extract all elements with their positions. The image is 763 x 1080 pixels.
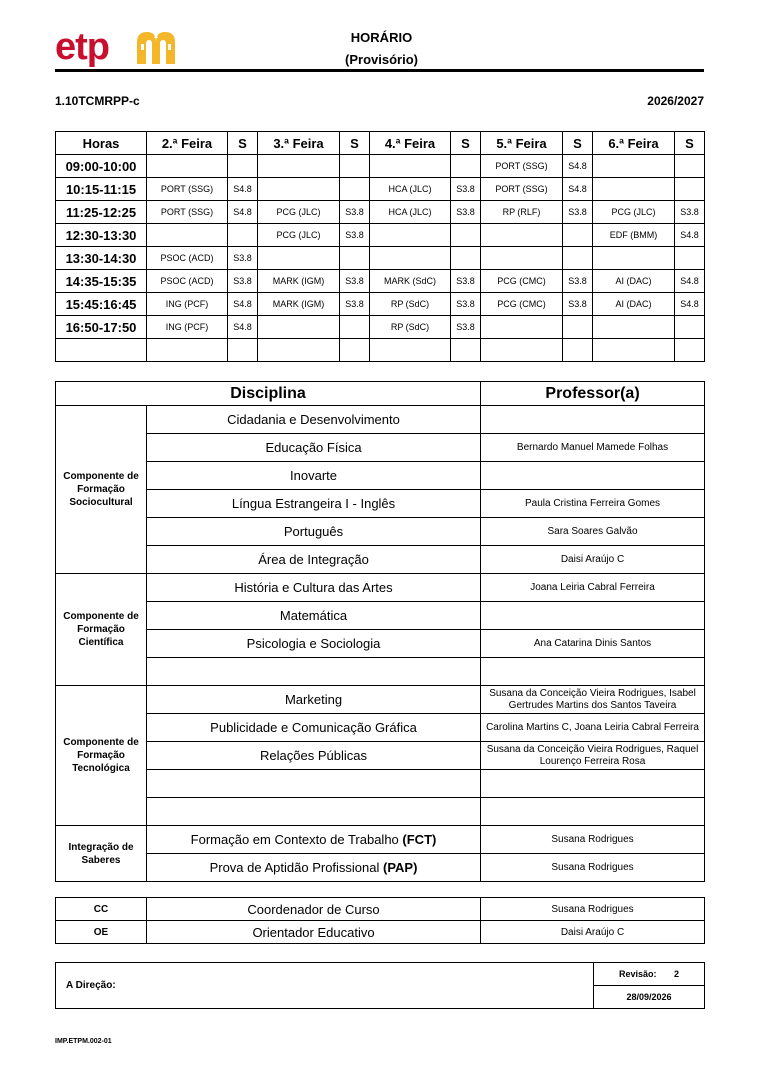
subject-cell: PCG (CMC): [481, 270, 563, 293]
room-cell: S3.8: [340, 224, 370, 247]
teacher-cell: [481, 602, 705, 630]
subject-cell: [147, 339, 228, 362]
component-group-cell: Componente de Formação Tecnológica: [56, 686, 147, 826]
schedule-table: [55, 131, 705, 362]
schedule-row: [56, 247, 705, 270]
subject-cell: ING (PCF): [147, 293, 228, 316]
subject-cell: [593, 339, 675, 362]
header-rule: [55, 69, 704, 72]
discipline-name: Cidadania e Desenvolvimento: [227, 412, 400, 427]
subject-cell: AI (DAC): [593, 293, 675, 316]
discipline-name: Matemática: [279, 608, 348, 623]
discipline-row: [56, 686, 705, 714]
teacher-cell: Susana Rodrigues: [481, 826, 705, 854]
discipline-row: [56, 546, 705, 574]
room-cell: S4.8: [563, 155, 593, 178]
room-cell: S3.8: [563, 270, 593, 293]
discipline-row: [56, 770, 705, 798]
role-abbreviation: CC: [56, 898, 147, 921]
schedule-header-cell: S: [451, 132, 481, 155]
school-year: 2026/2027: [647, 94, 704, 108]
schedule-header-cell: 4.ª Feira: [370, 132, 451, 155]
revision-label: Revisão:: [618, 969, 657, 979]
teacher-cell: Susana da Conceição Vieira Rodrigues, Raquel Lourenço Ferreira Rosa: [481, 742, 705, 770]
room-cell: S3.8: [451, 201, 481, 224]
schedule-row: [56, 293, 705, 316]
subject-cell: MARK (SdC): [370, 270, 451, 293]
subject-cell: MARK (IGM): [258, 270, 340, 293]
subject-cell: MARK (IGM): [258, 293, 340, 316]
time-slot-cell: 12:30-13:30: [56, 224, 147, 247]
form-code: IMP.ETPM.002-01: [55, 1038, 112, 1045]
schedule-header-cell: S: [340, 132, 370, 155]
discipline-column-header: Disciplina: [56, 382, 481, 406]
discipline-row: [56, 742, 705, 770]
teacher-cell: [481, 406, 705, 434]
subject-cell: [370, 224, 451, 247]
subject-cell: PCG (JLC): [258, 224, 340, 247]
subject-cell: PSOC (ACD): [147, 247, 228, 270]
teacher-cell: [481, 658, 705, 686]
room-cell: S4.8: [228, 316, 258, 339]
room-cell: S4.8: [675, 224, 705, 247]
component-group-cell: Integração de Saberes: [56, 826, 147, 882]
room-cell: [675, 247, 705, 270]
room-cell: [340, 316, 370, 339]
discipline-name-cell: [147, 630, 481, 658]
subject-cell: [593, 247, 675, 270]
room-cell: [340, 339, 370, 362]
room-cell: S3.8: [563, 201, 593, 224]
room-cell: [563, 339, 593, 362]
room-cell: [451, 155, 481, 178]
teacher-cell: Susana da Conceição Vieira Rodrigues, Isabel Gertrudes Martins dos Santos Taveira: [481, 686, 705, 714]
teacher-cell: Bernardo Manuel Mamede Folhas: [481, 434, 705, 462]
time-slot-cell: 13:30-14:30: [56, 247, 147, 270]
room-cell: [228, 224, 258, 247]
schedule-header-row: [56, 132, 705, 155]
revision-value: 2: [673, 969, 679, 979]
room-cell: [675, 178, 705, 201]
room-cell: S3.8: [340, 270, 370, 293]
time-slot-cell: 14:35-15:35: [56, 270, 147, 293]
revision-date: 28/09/2026: [594, 986, 705, 1009]
subject-cell: EDF (BMM): [593, 224, 675, 247]
discipline-name-cell: [147, 574, 481, 602]
subject-cell: PCG (CMC): [481, 293, 563, 316]
roles-table: [55, 897, 705, 944]
room-cell: [675, 316, 705, 339]
discipline-name: Educação Física: [265, 440, 362, 455]
roles-body: [56, 898, 705, 944]
discipline-name: Publicidade e Comunicação Gráfica: [210, 720, 417, 735]
subject-cell: PCG (JLC): [593, 201, 675, 224]
subject-cell: [370, 339, 451, 362]
discipline-name-cell: [147, 714, 481, 742]
subject-cell: RP (SdC): [370, 316, 451, 339]
subject-cell: [370, 155, 451, 178]
schedule-row: [56, 339, 705, 362]
subject-cell: PCG (JLC): [258, 201, 340, 224]
subject-cell: [593, 178, 675, 201]
role-row: [56, 921, 705, 944]
schedule-header-cell: S: [228, 132, 258, 155]
schedule-row: [56, 178, 705, 201]
discipline-name-cell: [147, 406, 481, 434]
room-cell: [451, 224, 481, 247]
discipline-name-cell: [147, 742, 481, 770]
discipline-row: [56, 658, 705, 686]
room-cell: [228, 155, 258, 178]
teacher-cell: Carolina Martins C, Joana Leiria Cabral Ferreira: [481, 714, 705, 742]
schedule-body: [56, 155, 705, 362]
role-row: [56, 898, 705, 921]
schedule-header-cell: 6.ª Feira: [593, 132, 675, 155]
subject-cell: PSOC (ACD): [147, 270, 228, 293]
subject-cell: ING (PCF): [147, 316, 228, 339]
schedule-header-cell: S: [563, 132, 593, 155]
discipline-row: [56, 574, 705, 602]
room-cell: S3.8: [563, 293, 593, 316]
discipline-row: [56, 518, 705, 546]
subject-cell: PORT (SSG): [481, 178, 563, 201]
discipline-row: [56, 462, 705, 490]
subject-cell: [593, 155, 675, 178]
schedule-header-cell: 5.ª Feira: [481, 132, 563, 155]
subject-cell: [258, 316, 340, 339]
schedule-header-cell: Horas: [56, 132, 147, 155]
time-slot-cell: 09:00-10:00: [56, 155, 147, 178]
room-cell: S4.8: [228, 293, 258, 316]
document-title: HORÁRIO: [350, 30, 413, 45]
teacher-cell: Ana Catarina Dinis Santos: [481, 630, 705, 658]
class-code: 1.10TCMRPP-c: [55, 94, 140, 108]
discipline-name-cell: [147, 658, 481, 686]
subject-cell: PORT (SSG): [481, 155, 563, 178]
subject-cell: [481, 316, 563, 339]
discipline-name: Área de Integração: [258, 552, 369, 567]
room-cell: S3.8: [228, 247, 258, 270]
room-cell: S3.8: [451, 316, 481, 339]
direction-label: A Direção:: [56, 963, 594, 1009]
room-cell: S3.8: [340, 293, 370, 316]
time-slot-cell: 15:45:16:45: [56, 293, 147, 316]
teacher-column-header: Professor(a): [481, 382, 705, 406]
direction-table: [55, 962, 705, 1009]
room-cell: S3.8: [451, 178, 481, 201]
room-cell: S3.8: [228, 270, 258, 293]
disciplines-table: [55, 381, 705, 882]
room-cell: [340, 155, 370, 178]
room-cell: [563, 224, 593, 247]
room-cell: S4.8: [563, 178, 593, 201]
subject-cell: [481, 247, 563, 270]
schedule-row: [56, 270, 705, 293]
room-cell: S3.8: [675, 201, 705, 224]
room-cell: S3.8: [451, 293, 481, 316]
room-cell: [340, 247, 370, 270]
direction-row-1: [56, 963, 705, 986]
room-cell: [228, 339, 258, 362]
subject-cell: [258, 247, 340, 270]
subject-cell: RP (RLF): [481, 201, 563, 224]
discipline-row: [56, 434, 705, 462]
discipline-name-cell: [147, 854, 481, 882]
discipline-row: [56, 798, 705, 826]
discipline-name: Prova de Aptidão Profissional: [209, 860, 383, 875]
teacher-cell: Joana Leiria Cabral Ferreira: [481, 574, 705, 602]
discipline-name: Relações Públicas: [260, 748, 367, 763]
teacher-cell: [481, 770, 705, 798]
subject-cell: [147, 224, 228, 247]
schedule-header-cell: 2.ª Feira: [147, 132, 228, 155]
discipline-name: Psicologia e Sociologia: [246, 636, 381, 651]
role-abbreviation: OE: [56, 921, 147, 944]
subject-cell: [481, 339, 563, 362]
discipline-name-cell: [147, 826, 481, 854]
discipline-name: Português: [283, 524, 344, 539]
room-cell: S4.8: [228, 201, 258, 224]
room-cell: [563, 316, 593, 339]
time-slot-cell: [56, 339, 147, 362]
subject-cell: [481, 224, 563, 247]
room-cell: S3.8: [451, 270, 481, 293]
subject-cell: PORT (SSG): [147, 201, 228, 224]
discipline-name-cell: [147, 546, 481, 574]
teacher-cell: Daisi Araújo C: [481, 546, 705, 574]
role-name: Orientador Educativo: [147, 921, 481, 944]
subject-cell: [593, 316, 675, 339]
discipline-name: Formação em Contexto de Trabalho: [190, 832, 403, 847]
role-person: Daisi Araújo C: [481, 921, 705, 944]
subject-cell: [258, 178, 340, 201]
role-person: Susana Rodrigues: [481, 898, 705, 921]
teacher-cell: [481, 462, 705, 490]
room-cell: S3.8: [340, 201, 370, 224]
room-cell: [563, 247, 593, 270]
time-slot-cell: 11:25-12:25: [56, 201, 147, 224]
schedule-row: [56, 316, 705, 339]
schedule-header-cell: 3.ª Feira: [258, 132, 340, 155]
discipline-name-cell: [147, 434, 481, 462]
discipline-row: [56, 602, 705, 630]
room-cell: S4.8: [675, 270, 705, 293]
discipline-name-cell: [147, 770, 481, 798]
disciplines-body: [56, 406, 705, 882]
role-name: Coordenador de Curso: [147, 898, 481, 921]
discipline-name-cell: [147, 518, 481, 546]
subject-cell: [258, 155, 340, 178]
room-cell: [675, 339, 705, 362]
room-cell: S4.8: [228, 178, 258, 201]
logo-text: etp: [55, 26, 109, 68]
time-slot-cell: 10:15-11:15: [56, 178, 147, 201]
subject-cell: [147, 155, 228, 178]
discipline-name-cell: [147, 602, 481, 630]
subject-cell: HCA (JLC): [370, 178, 451, 201]
room-cell: [675, 155, 705, 178]
teacher-cell: Susana Rodrigues: [481, 854, 705, 882]
subject-cell: [370, 247, 451, 270]
discipline-acronym: (FCT): [402, 832, 437, 847]
document-subtitle: (Provisório): [345, 52, 418, 67]
schedule-row: [56, 201, 705, 224]
discipline-name-cell: [147, 686, 481, 714]
component-group-cell: Componente de Formação Sociocultural: [56, 406, 147, 574]
schedule-row: [56, 155, 705, 178]
schedule-header-cell: S: [675, 132, 705, 155]
schedule-row: [56, 224, 705, 247]
subject-cell: RP (SdC): [370, 293, 451, 316]
subject-cell: PORT (SSG): [147, 178, 228, 201]
teacher-cell: Sara Soares Galvão: [481, 518, 705, 546]
discipline-row: [56, 630, 705, 658]
discipline-row: [56, 714, 705, 742]
component-group-cell: Componente de Formação Científica: [56, 574, 147, 686]
discipline-name: Língua Estrangeira I - Inglês: [231, 496, 396, 511]
teacher-cell: Paula Cristina Ferreira Gomes: [481, 490, 705, 518]
teacher-cell: [481, 798, 705, 826]
room-cell: [451, 339, 481, 362]
discipline-name: Inovarte: [290, 468, 337, 483]
time-slot-cell: 16:50-17:50: [56, 316, 147, 339]
discipline-row: [56, 854, 705, 882]
subject-cell: AI (DAC): [593, 270, 675, 293]
subject-cell: HCA (JLC): [370, 201, 451, 224]
room-cell: [340, 178, 370, 201]
discipline-row: [56, 490, 705, 518]
discipline-acronym: (PAP): [383, 860, 418, 875]
discipline-name-cell: [147, 462, 481, 490]
discipline-name-cell: [147, 798, 481, 826]
discipline-row: [56, 406, 705, 434]
discipline-name: Marketing: [284, 692, 343, 707]
room-cell: [451, 247, 481, 270]
discipline-name-cell: [147, 490, 481, 518]
subject-cell: [258, 339, 340, 362]
revision-cell: [594, 963, 705, 986]
room-cell: S4.8: [675, 293, 705, 316]
discipline-name: História e Cultura das Artes: [234, 580, 393, 595]
discipline-row: [56, 826, 705, 854]
disciplines-header-row: [56, 382, 705, 406]
